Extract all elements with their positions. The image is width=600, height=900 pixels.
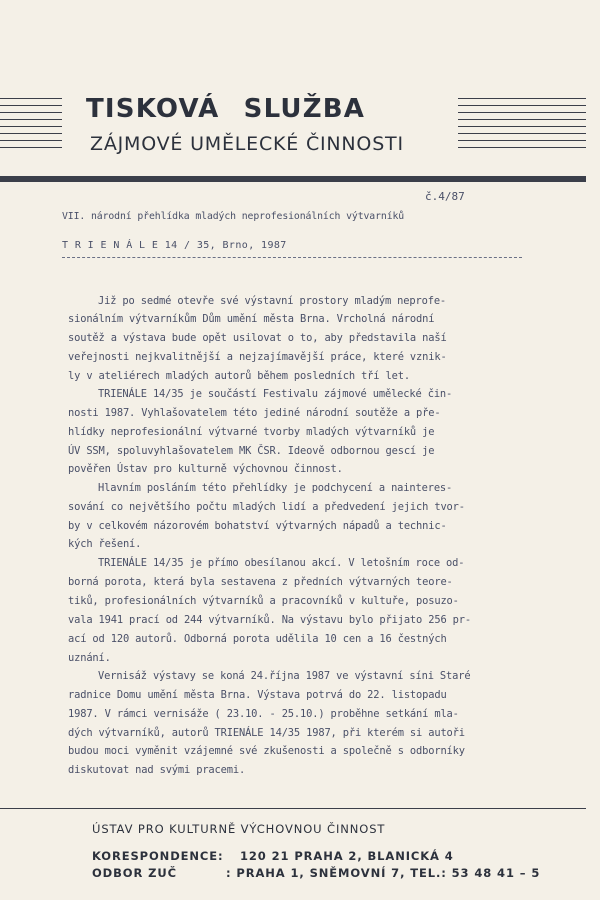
body-line: borná porota, která byla sestavena z předních výtvarných teore- <box>68 576 453 588</box>
letterhead-divider <box>0 176 586 182</box>
body-line: hlídky neprofesionální výtvarné tvorby mladých výtvarníků je <box>68 426 435 438</box>
footer-correspondence-address: 120 21 PRAHA 2, BLANICKÁ 4 <box>240 849 454 863</box>
footer-divider <box>0 808 586 809</box>
body-line: sionálním výtvarníkům Dům umění města Brna. Vrcholná národní <box>68 313 435 325</box>
body-line: pověřen Ústav pro kulturně výchovnou činnost. <box>68 463 343 475</box>
footer-department-label: ODBOR ZUČ <box>92 866 177 880</box>
body-line: soutěž a výstava bude opět usilovat o to, aby představila naší <box>68 332 447 344</box>
subject-line-1: VII. národní přehlídka mladých neprofesionálních výtvarníků <box>62 211 405 222</box>
letterhead-title: TISKOVÁ SLUŽBA <box>86 94 366 124</box>
body-line: kých řešení. <box>68 538 142 550</box>
body-line: 1987. V rámci vernisáže ( 23.10. - 25.10.) proběhne setkání mla- <box>68 708 459 720</box>
body-line: radnice Domu umění města Brna. Výstava potrvá do 22. listopadu <box>68 689 447 701</box>
body-line: tiků, profesionálních výtvarníků a pracovníků v kultuře, posuzo- <box>68 595 459 607</box>
body-line: ÚV SSM, spoluvyhlašovatelem MK ČSR. Ideově odbornou gescí je <box>68 445 435 457</box>
letterhead-subtitle: ZÁJMOVÉ UMĚLECKÉ ČINNOSTI <box>90 133 404 155</box>
footer-correspondence-label: KORESPONDENCE: <box>92 849 224 863</box>
body-line: sování co největšího počtu mladých lidí a předvedení jejich tvor- <box>68 501 465 513</box>
body-line: diskutovat nad svými pracemi. <box>68 764 246 776</box>
body-line: by v celkovém názorovém bohatství výtvarných nápadů a technic- <box>68 520 447 532</box>
body-line: nosti 1987. Vyhlašovatelem této jediné národní soutěže a pře- <box>68 407 441 419</box>
body-line: dých výtvarníků, autorů TRIENÁLE 14/35 1987, při kterém si autoři <box>68 727 465 739</box>
letterhead-rules-right <box>458 98 586 154</box>
body-line: TRIENÁLE 14/35 je součástí Festivalu zájmové umělecké čin- <box>98 388 453 400</box>
document-number: č.4/87 <box>425 190 465 203</box>
body-line: budou moci vyměnit vzájemné své zkušenosti a společně s odborníky <box>68 745 465 757</box>
body-line: ly v ateliérech mladých autorů během posledních tří let. <box>68 370 410 382</box>
body-line: ací od 120 autorů. Odborná porota udělila 10 cen a 16 čestných <box>68 633 447 645</box>
footer-institution: ÚSTAV PRO KULTURNĚ VÝCHOVNOU ČINNOST <box>92 822 386 836</box>
body-line: Vernisáž výstavy se koná 24.října 1987 ve výstavní síni Staré <box>98 670 471 682</box>
body-line: Hlavním posláním této přehlídky je podchycení a nainteres- <box>98 482 453 494</box>
letterhead-rules-left <box>0 98 62 154</box>
body-line: uznání. <box>68 652 111 664</box>
footer-department-address: : PRAHA 1, SNĚMOVNÍ 7, TEL.: 53 48 41 – 5 <box>226 866 541 880</box>
subject-line-2: T R I E N Á L E 14 / 35, Brno, 1987 <box>62 240 287 251</box>
subject-underline <box>62 257 522 258</box>
body-line: Již po sedmé otevře své výstavní prostory mladým neprofe- <box>98 295 447 307</box>
body-line: TRIENÁLE 14/35 je přímo obesílanou akcí. V letošním roce od- <box>98 557 465 569</box>
body-line: veřejnosti nejkvalitnější a nejzajímavější práce, které vznik- <box>68 351 447 363</box>
body-line: vala 1941 prací od 244 výtvarníků. Na výstavu bylo přijato 256 pr- <box>68 614 471 626</box>
